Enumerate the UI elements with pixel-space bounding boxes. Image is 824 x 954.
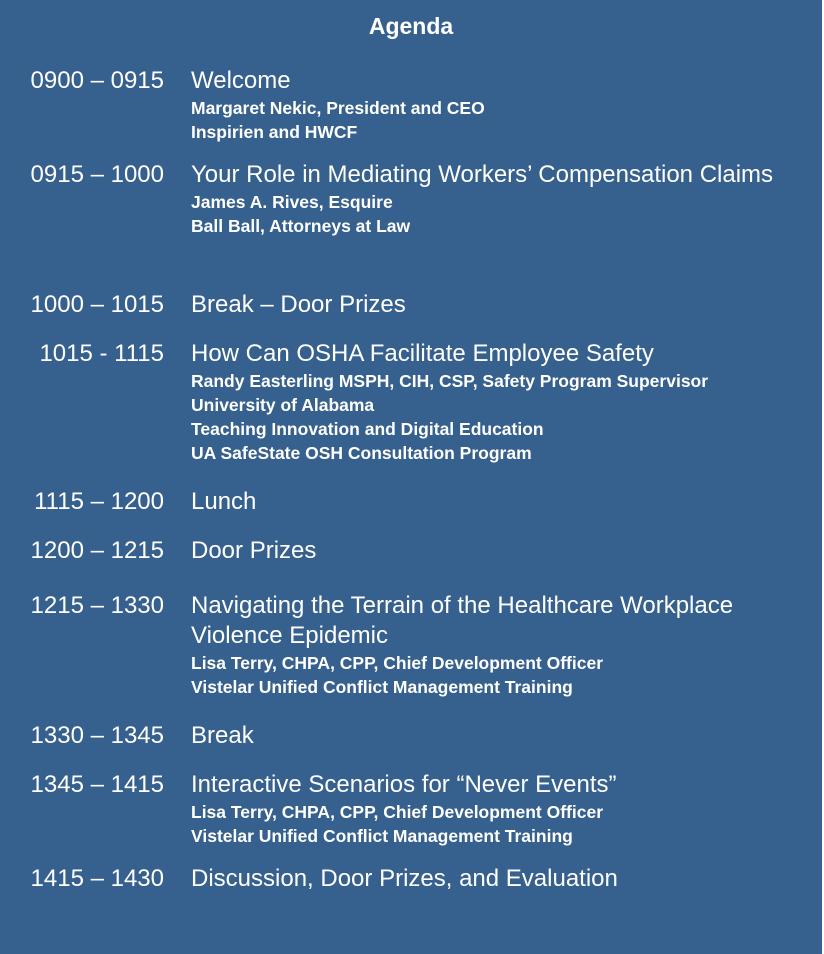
agenda-time: 1115 – 1200 [34,488,164,515]
agenda-time: 0915 – 1000 [30,161,164,188]
agenda-content [191,290,811,320]
agenda-content [191,864,811,894]
agenda-time: 1200 – 1215 [30,537,164,564]
session-title: Your Role in Mediating Workers’ Compensation Claims [191,161,774,188]
speaker-line: Vistelar Unified Conflict Management Training [191,826,573,846]
agenda-content [191,339,811,465]
speaker-line: Inspirien and HWCF [191,122,358,142]
speaker-line: Lisa Terry, CHPA, CPP, Chief Development Officer [191,653,604,673]
session-title: Interactive Scenarios for “Never Events” [191,771,617,798]
speaker-line: UA SafeState OSH Consultation Program [191,443,532,463]
speaker-line: Randy Easterling MSPH, CIH, CSP, Safety Program Supervisor [191,371,709,391]
agenda-time: 1345 – 1415 [30,771,164,798]
agenda-time: 1015 - 1115 [39,340,164,367]
agenda-time: 0900 – 0915 [30,67,164,94]
agenda-content [191,591,811,699]
agenda-content [191,66,811,144]
speaker-line: James A. Rives, Esquire [191,192,393,212]
agenda-content [191,536,811,566]
speaker-line: Margaret Nekic, President and CEO [191,98,485,118]
speaker-line: Vistelar Unified Conflict Management Training [191,677,573,697]
session-title: How Can OSHA Facilitate Employee Safety [191,340,654,367]
agenda-time: 1330 – 1345 [30,722,164,749]
agenda-content [191,770,811,848]
agenda-time: 1415 – 1430 [30,865,164,892]
speaker-line: University of Alabama [191,395,375,415]
session-title: Lunch [191,488,257,515]
agenda-content [191,160,811,238]
session-title: Discussion, Door Prizes, and Evaluation [191,865,618,892]
agenda-content [191,487,811,517]
session-title: Door Prizes [191,537,317,564]
agenda-content [191,721,811,751]
agenda-title: Agenda [368,13,454,39]
session-title: Break – Door Prizes [191,291,406,318]
agenda-time: 1000 – 1015 [30,291,164,318]
session-title: Welcome [191,67,291,94]
session-title: Break [191,722,254,749]
session-title: Navigating the Terrain of the Healthcare Workplace Violence Epidemic [191,592,734,649]
speaker-line: Lisa Terry, CHPA, CPP, Chief Development Officer [191,802,604,822]
agenda-time: 1215 – 1330 [30,592,164,619]
speaker-line: Ball Ball, Attorneys at Law [191,216,411,236]
speaker-line: Teaching Innovation and Digital Education [191,419,544,439]
